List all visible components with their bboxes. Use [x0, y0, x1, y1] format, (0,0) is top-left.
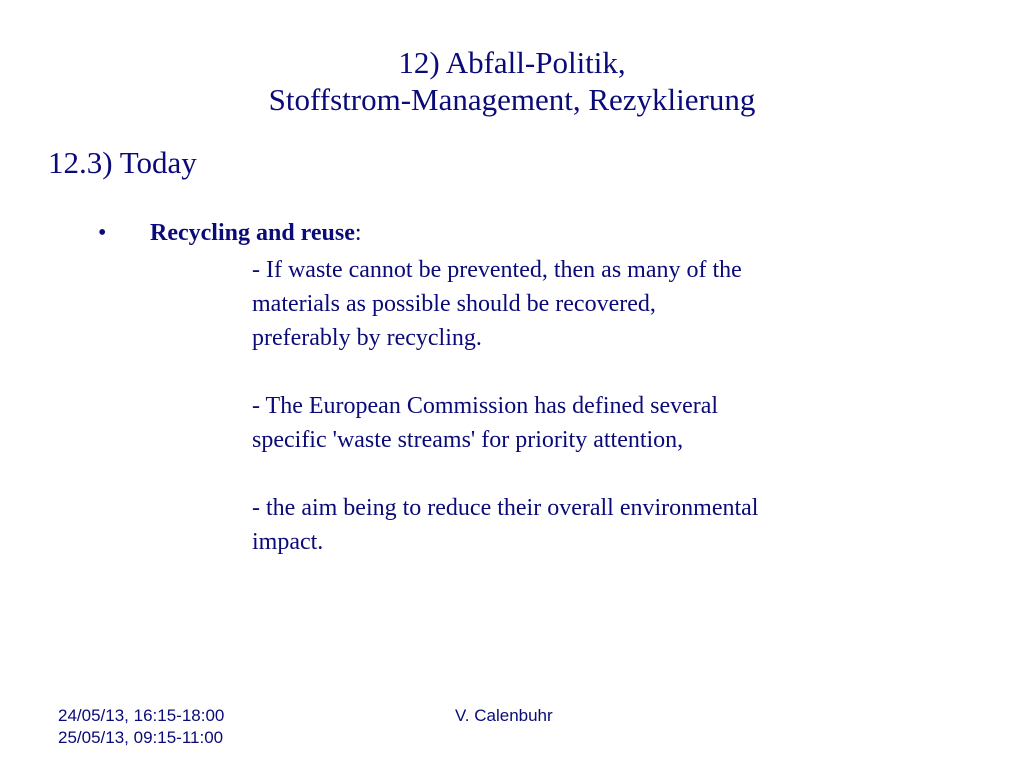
bullet-label-suffix: : [354, 220, 362, 246]
slide-title [0, 44, 1024, 118]
paragraph-1-line-1: - If waste cannot be prevented, then as many of the [252, 257, 742, 283]
paragraph-spacer [252, 457, 872, 491]
slide-title-line-2: Stoffstrom-Management, Rezyklierung [268, 82, 756, 117]
bullet-body-text [252, 253, 872, 559]
footer-date-line-1: 24/05/13, 16:15-18:00 [58, 706, 225, 725]
paragraph-spacer [252, 355, 872, 389]
section-heading: 12.3) Today [48, 145, 197, 180]
footer-author: V. Calenbuhr [455, 706, 553, 725]
footer-dates [58, 705, 224, 749]
slide-title-line-1: 12) Abfall-Politik, [398, 45, 626, 80]
bullet-label: Recycling and reuse [150, 220, 355, 246]
paragraph-1-line-2: materials as possible should be recovered, [252, 291, 656, 317]
paragraph-1-line-3: preferably by recycling. [252, 325, 482, 351]
paragraph-2-line-1: - The European Commission has defined several [252, 393, 719, 419]
paragraph-3-line-1: - the aim being to reduce their overall environmental [252, 495, 759, 521]
bullet-dot-icon: • [98, 220, 107, 246]
paragraph-3-line-2: impact. [252, 529, 324, 555]
paragraph-2-line-2: specific 'waste streams' for priority attention, [252, 427, 684, 453]
bullet-recycling-reuse [98, 216, 362, 250]
footer-date-line-2: 25/05/13, 09:15-11:00 [58, 728, 224, 747]
